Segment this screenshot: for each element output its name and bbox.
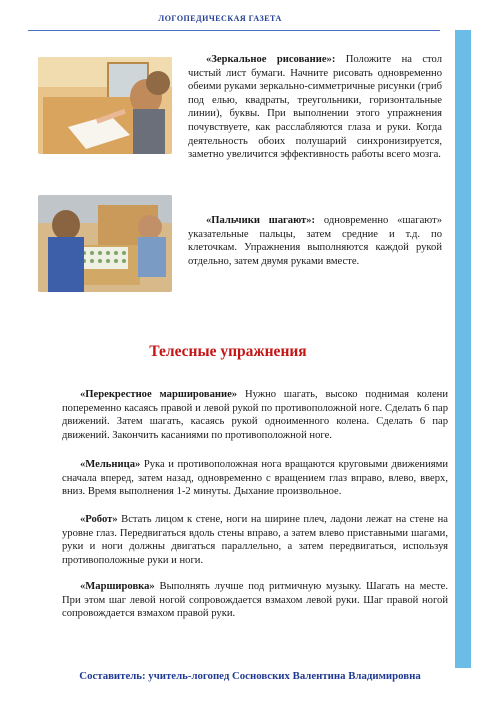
exercise-robot: «Робот» Встать лицом к стене, ноги на ширине плеч, ладони лежат на стене на уровне глаз. Передвигаться вдоль стены вправо, а затем влево приставными шагами, руки и ноги должны двигаться параллельно, а затем передвигаться, используя противоположные руки и ноги. — [62, 514, 448, 566]
section-title: Телесные упражнения — [149, 343, 307, 360]
decorative-side-bar — [455, 30, 471, 668]
exercise-finger-walking: «Пальчики шагают»: одновременно «шагают» указательные пальцы, затем средние и т.д. по клеточкам. Упражнения выполняются каждой рукой отдельно, затем двумя руками вместе. — [188, 215, 442, 267]
exercise-mirror-drawing: «Зеркальное рисование»: Положите на стол чистый лист бумаги. Начните рисовать одновременно обеими руками зеркально-симметричные рисунки (гриб под елью, квадраты, треугольники, горизонтальные линии), буквы. При выполнении этого упражнения почувствуете, как расслабляются глаза и руки. Когда деятельность обоих полушарий синхронизируется, заметно увеличится эффективность работы всего мозга. — [188, 54, 442, 161]
author-credit: Составитель: учитель-логопед Сосновских Валентина Владимировна — [79, 670, 421, 682]
newspaper-title: ЛОГОПЕДИЧЕСКАЯ ГАЗЕТА — [158, 14, 282, 23]
photo-finger-walking — [38, 195, 172, 292]
exercise-cross-march: «Перекрестное марширование» Нужно шагать, высоко поднимая колени попеременно касаясь правой и левой рукой по противоположной ноге. Сделать 6 пар движений. Затем шагать, касаясь рукой одноименного колена. Сделать 6 пар движений. Закончить касаниями по противоположной ноге. — [62, 389, 448, 441]
photo-mirror-drawing — [38, 57, 172, 154]
exercise-windmill: «Мельница» Рука и противоположная нога вращаются круговыми движениями сначала вперед, затем назад, одновременно с вращением глаз вправо, влево, вверх, вниз. Время выполнения 1-2 минуты. Дыхание произвольное. — [62, 459, 448, 498]
header-divider — [28, 30, 440, 31]
exercise-marching: «Маршировка» Выполнять лучше под ритмичную музыку. Шагать на месте. При этом шаг левой ногой сопровождается взмахом левой руки. Шаг правой ногой сопровождается взмахом правой руки. — [62, 581, 448, 620]
